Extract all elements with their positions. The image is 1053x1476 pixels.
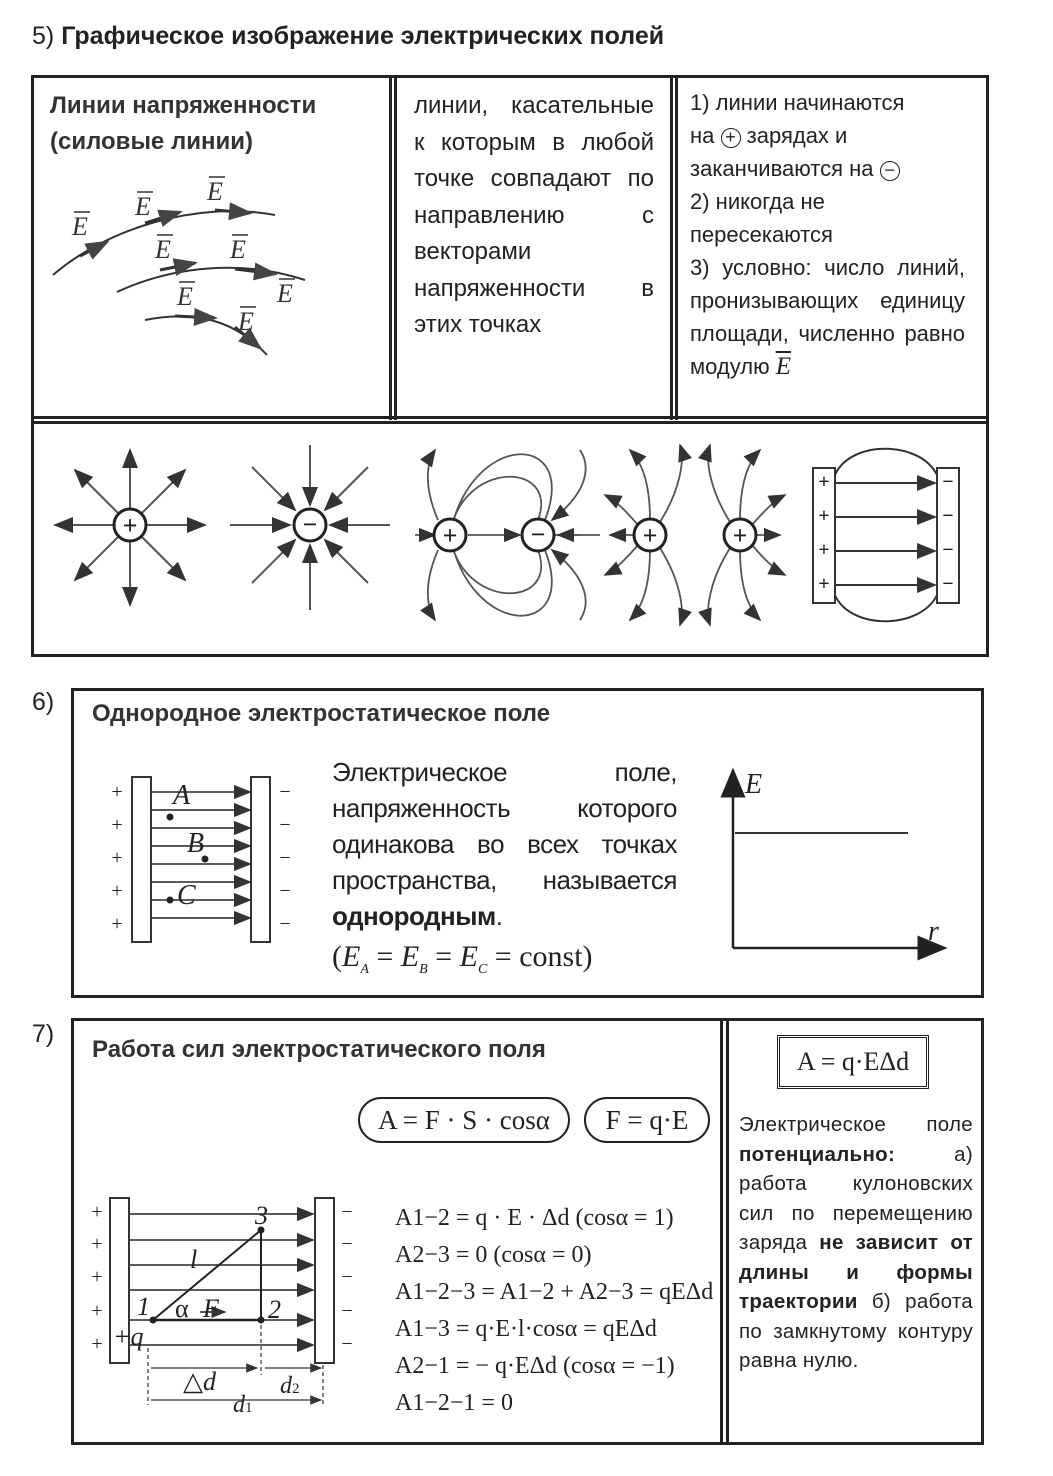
vector-e-labels — [71, 177, 293, 336]
uniform-field-formula: ($E_A = E_B = E_C$ = const) — [332, 940, 593, 977]
svg-text:+: + — [111, 880, 123, 902]
minus-circle-icon: − — [880, 161, 900, 181]
potential-field-text: Электрическое поле потенциально: а) работа кулоновских сил по перемещению заряда не зависит от длины и формы траектории б) работа по замкнутому контуру равна нулю. — [739, 1113, 973, 1372]
svg-text:△d: △d — [183, 1367, 216, 1396]
svg-text:+: + — [642, 521, 658, 550]
equation-6: A1−2−1 = 0 — [395, 1390, 513, 1416]
svg-text:+: + — [818, 505, 830, 527]
field-lines-heading — [50, 88, 316, 160]
svg-text:−: − — [341, 1233, 353, 1255]
capacitor-field — [813, 449, 959, 622]
svg-text:−: − — [530, 520, 546, 549]
section7-title: Работа сил электростатического поля — [92, 1036, 546, 1063]
section5-number: 5) — [32, 22, 55, 50]
svg-text:+: + — [91, 1233, 103, 1255]
section7-number: 7) — [32, 1020, 55, 1048]
point-c-label: C — [177, 880, 196, 911]
svg-text:−: − — [341, 1266, 353, 1288]
point-a-label: A — [173, 780, 191, 811]
svg-text:+: + — [91, 1333, 103, 1355]
section6-number: 6) — [32, 688, 55, 716]
svg-text:+: + — [818, 539, 830, 561]
svg-text:−: − — [341, 1300, 353, 1322]
svg-text:−: − — [279, 781, 291, 803]
svg-text:−: − — [279, 913, 291, 935]
svg-text:+: + — [818, 573, 830, 595]
svg-text:d1: d1 — [233, 1392, 253, 1418]
property-2: 2) никогда не пересекаются — [690, 189, 833, 247]
svg-text:d2: d2 — [280, 1373, 300, 1399]
svg-text:−: − — [341, 1333, 353, 1355]
vector-e-symbol: $\overline{E}$ — [775, 353, 791, 380]
property-1-a: 1) линии начинаются — [690, 90, 905, 115]
svg-text:+q: +q — [113, 1322, 144, 1351]
work-path-diagram — [85, 1190, 355, 1418]
svg-text:+: + — [111, 847, 123, 869]
section6-title: Однородное электростатическое поле — [92, 700, 551, 727]
field-lines-heading-1: Линии напряженности — [50, 92, 317, 119]
svg-text:−: − — [942, 505, 954, 527]
charge-field-diagrams — [40, 420, 990, 650]
equation-2: A2−3 = 0 (cosα = 0) — [395, 1242, 592, 1268]
svg-text:1: 1 — [137, 1292, 150, 1321]
plus-circle-icon: + — [721, 128, 741, 148]
field-lines-illustration — [45, 170, 375, 370]
uniform-field-diagram — [105, 772, 305, 942]
svg-text:E: E — [177, 282, 193, 311]
svg-text:−: − — [341, 1201, 353, 1223]
svg-text:F: F — [203, 1294, 219, 1323]
equation-3: A1−2−3 = A1−2 + A2−3 = qEΔd — [395, 1279, 714, 1305]
svg-text:−: − — [279, 814, 291, 836]
e-vs-r-graph — [720, 765, 950, 955]
two-positive-charges-field — [605, 445, 785, 625]
svg-text:α: α — [175, 1294, 189, 1323]
svg-text:+: + — [818, 471, 830, 493]
svg-text:+: + — [91, 1201, 103, 1223]
svg-text:−: − — [279, 880, 291, 902]
x-axis-label: r — [928, 916, 939, 947]
field-lines-heading-2: (силовые линии) — [50, 128, 253, 155]
section5-title-text: Графическое изображение электрических полей — [61, 22, 665, 50]
svg-text:E: E — [207, 177, 223, 206]
property-1-b: на + зарядах и заканчиваются на − — [690, 119, 965, 185]
svg-text:2: 2 — [268, 1295, 281, 1324]
svg-text:3: 3 — [255, 1201, 268, 1230]
svg-text:+: + — [442, 521, 458, 550]
svg-text:−: − — [942, 471, 954, 493]
svg-text:E: E — [72, 212, 88, 241]
svg-text:E: E — [238, 307, 254, 336]
field-lines-properties — [690, 86, 965, 383]
svg-text:−: − — [302, 510, 318, 539]
svg-text:+: + — [91, 1266, 103, 1288]
svg-text:l: l — [190, 1245, 198, 1274]
work-formula-box: A = F · S · cosα — [358, 1097, 570, 1143]
svg-text:E: E — [230, 235, 246, 264]
work-equations — [395, 1200, 713, 1422]
svg-text:+: + — [111, 814, 123, 836]
equation-5: A2−1 = − q·EΔd (cosα = −1) — [395, 1353, 675, 1379]
y-axis-label: E — [745, 769, 763, 800]
equation-4: A1−3 = q·E·l·cosα = qEΔd — [395, 1316, 657, 1342]
section5-title — [32, 22, 664, 51]
svg-text:+: + — [91, 1300, 103, 1322]
work-result-formula-box: A = q·EΔd — [777, 1035, 929, 1089]
equation-1: A1−2 = q · E · Δd (cosα = 1) — [395, 1205, 674, 1231]
svg-text:+: + — [111, 913, 123, 935]
property-3: 3) условно: число линий, пронизывающих единицу площади, численно равно модулю $\overline{E}$ — [690, 255, 965, 380]
force-formula-box: F = q·E — [584, 1097, 710, 1143]
svg-text:+: + — [111, 781, 123, 803]
point-b-label: B — [187, 828, 205, 859]
svg-text:+: + — [732, 521, 748, 550]
svg-text:E: E — [135, 192, 151, 221]
svg-text:−: − — [279, 847, 291, 869]
svg-text:−: − — [942, 573, 954, 595]
svg-text:+: + — [122, 511, 138, 540]
field-lines-definition: линии, касательные к которым в любой точке совпадают по направлению с векторами напряженности в этих точках — [414, 92, 654, 338]
svg-text:−: − — [942, 539, 954, 561]
svg-text:E: E — [155, 235, 171, 264]
svg-text:E: E — [277, 279, 293, 308]
uniform-field-definition: Электрическое поле, напряженность которого одинакова во всех точках пространства, называется однородным. — [332, 757, 677, 931]
